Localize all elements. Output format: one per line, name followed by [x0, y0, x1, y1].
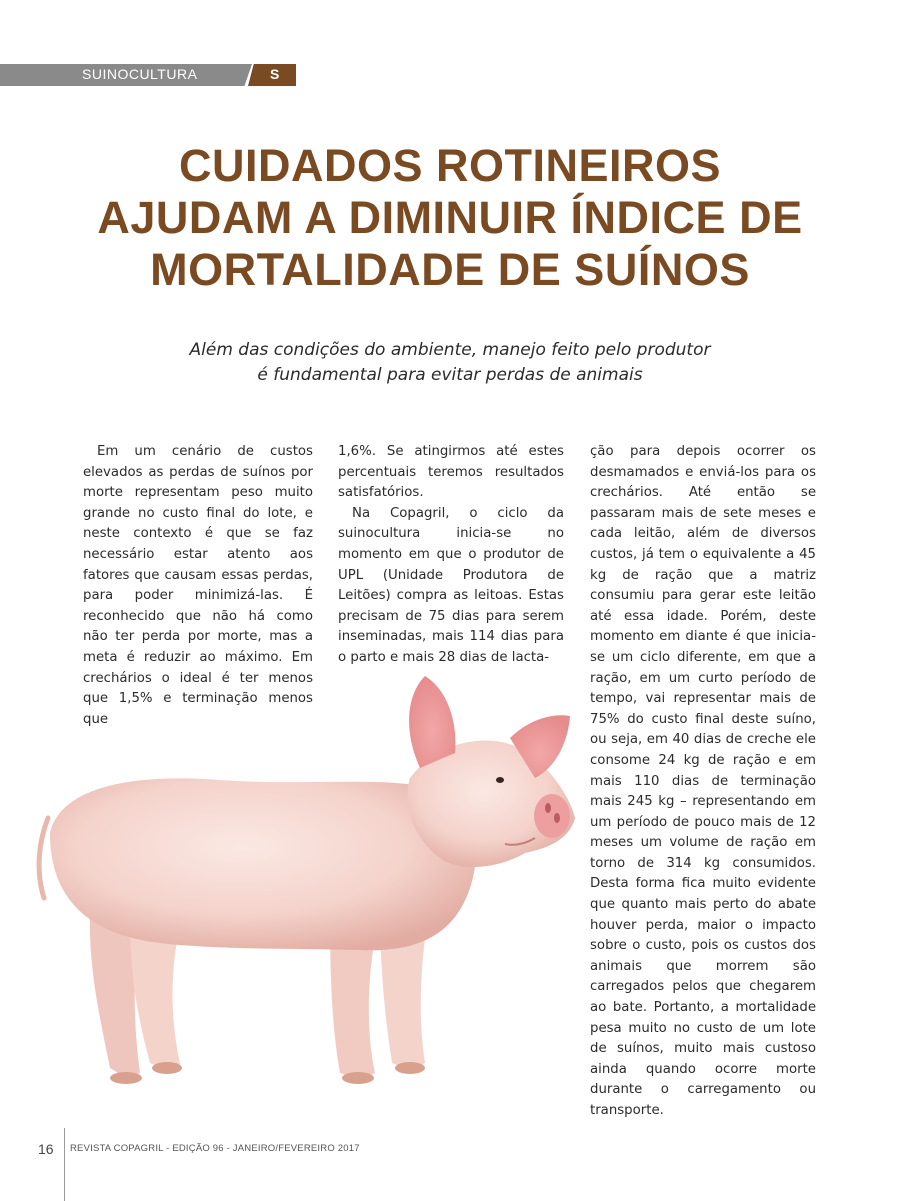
pig-tail	[39, 818, 48, 898]
section-letter: S	[270, 66, 280, 82]
text-column-3	[590, 442, 816, 1122]
paragraph: ção para depois ocorrer os desmamados e enviá-los para os crechários. Até então se passaram mais de sete meses e cada leitão, além de diversos custos, já tem o equivalente a 45 kg de ração que a matriz consumiu para gerar este leitão até essa idade. Porém, deste momento em diante é que inicia-se um ciclo diferente, em que a ração, em um curto período de tempo, vai representar mais de 75% do custo final deste suíno, ou seja, em 40 dias de creche ele consome 24 kg de ração e em mais 110 dias de terminação mais 245 kg – representando em um período de pouco mais de 12 meses um volume de ração em torno de 314 kg consumidos. Desta forma fica muito evidente que quanto mais perto do abate houver perda, maior o impacto sobre o custo, pois os custos dos animais que morrem são carregados pelos que chegarem ao bate. Portanto, a mortalidade pesa muito no custo de um lote de suínos, muito mais custoso ainda quando ocorre morte durante o carregamento ou transporte.	[590, 444, 816, 1118]
text-column-2	[338, 442, 564, 669]
title-line: AJUDAM A DIMINUIR ÍNDICE DE	[97, 192, 803, 243]
article-subtitle	[100, 338, 800, 388]
title-line: MORTALIDADE DE SUÍNOS	[150, 244, 750, 295]
footer-rule	[64, 1128, 65, 1201]
section-header-bar	[0, 64, 296, 86]
pig-eye	[496, 777, 504, 783]
paragraph: Em um cenário de custos elevados as perdas de suínos por morte representam peso muito grande no custo final do lote, e neste contexto é que se faz necessário estar atento aos fatores que causam essas perdas, para poder minimizá-las. É reconhecido que não há como não ter perda por morte, mas a meta é reduzir ao máximo. Em crechários o ideal é ter menos que 1,5% e terminação menos que	[83, 444, 313, 727]
subtitle-line: é fundamental para evitar perdas de animais	[257, 365, 643, 385]
paragraph: 1,6%. Se atingirmos até estes percentuais teremos resultados satisfatórios.	[338, 444, 564, 501]
pig-illustration	[30, 668, 590, 1108]
section-label: SUINOCULTURA	[82, 66, 198, 82]
paragraph: Na Copagril, o ciclo da suinocultura inicia-se no momento em que o produtor de UPL (Unidade Produtora de Leitões) compra as leitoas. Estas precisam de 75 dias para serem inseminadas, mais 114 dias para o parto e mais 28 dias de lacta-	[338, 505, 564, 665]
pig-snout	[534, 794, 570, 838]
pig-ear-left	[409, 676, 455, 768]
publication-info: REVISTA COPAGRIL - EDIÇÃO 96 - JANEIRO/FEVEREIRO 2017	[70, 1143, 360, 1154]
title-line: CUIDADOS ROTINEIROS	[178, 140, 722, 191]
subtitle-line: Além das condições do ambiente, manejo feito pelo produtor	[189, 340, 711, 360]
article-title	[60, 140, 840, 296]
page-number: 16	[38, 1141, 54, 1157]
